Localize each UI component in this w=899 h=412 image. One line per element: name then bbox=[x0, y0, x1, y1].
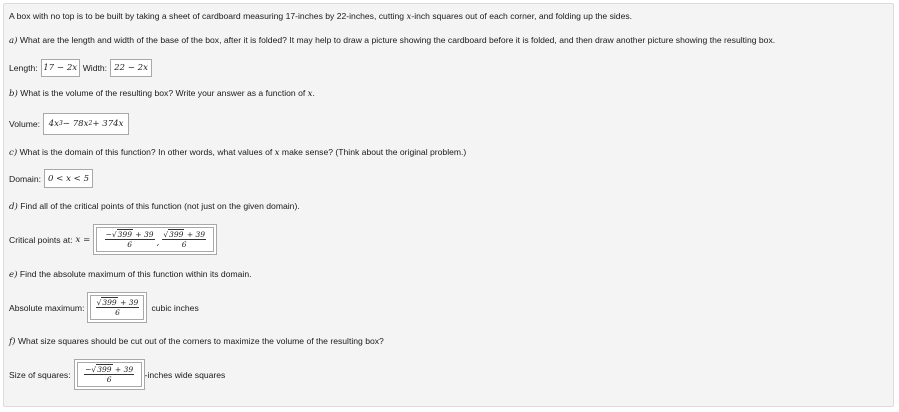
absolute-maximum-unit: cubic inches bbox=[151, 302, 199, 313]
part-e-question-text: Find the absolute maximum of this function within its domain. bbox=[19, 269, 252, 279]
part-d-question-text: Find all of the critical points of this function (not just on the given domain). bbox=[20, 201, 300, 211]
cp1-num-suffix: + 39 bbox=[132, 230, 154, 239]
length-label: Length: bbox=[9, 63, 38, 73]
critical-point-2-fraction: $\frac{√399 + 39}{6}$ bbox=[163, 230, 206, 249]
part-c-answers bbox=[9, 169, 93, 188]
part-e-question bbox=[9, 268, 252, 281]
part-b-letter: b) bbox=[9, 89, 18, 99]
part-b-question-end: . bbox=[312, 88, 315, 98]
part-b-question bbox=[9, 87, 315, 100]
part-c-variable: x bbox=[274, 148, 280, 158]
volume-term-2: − 78x bbox=[62, 119, 89, 129]
critical-points-separator: , bbox=[156, 237, 160, 248]
size-of-squares-fraction: $\frac{-√399 + 39}{6}$ bbox=[85, 365, 134, 384]
part-f-answers bbox=[9, 359, 225, 390]
intro-variable: x bbox=[406, 12, 412, 22]
part-c-question-text: What is the domain of this function? In other words, what values of bbox=[19, 147, 273, 157]
absolute-maximum-fraction: $\frac{√399 + 39}{6}$ bbox=[96, 298, 139, 317]
part-d-question bbox=[9, 200, 300, 213]
absmax-num-suffix: + 39 bbox=[117, 298, 139, 307]
volume-term-3: + 374x bbox=[92, 119, 124, 129]
part-a-answers bbox=[9, 59, 152, 77]
part-c-question-end: make sense? (Think about the original problem.) bbox=[281, 147, 467, 157]
part-e-letter: e) bbox=[9, 270, 18, 280]
length-answer-field[interactable]: 17 − 2x bbox=[41, 59, 80, 77]
intro-text-end: -inch squares out of each corner, and folding up the sides. bbox=[411, 11, 633, 21]
part-c-letter: c) bbox=[9, 148, 18, 158]
part-b-answers bbox=[9, 113, 129, 135]
problem-intro bbox=[9, 10, 632, 23]
part-a-question-text: What are the length and width of the base of the box, after it is folded? It may help to draw a picture showing the cardboard before it is folded, and then draw another picture showing the resulting box. bbox=[19, 35, 776, 45]
cp1-sign: − bbox=[105, 230, 112, 239]
absmax-radicand: 399 bbox=[102, 298, 117, 307]
critical-points-answer-field[interactable] bbox=[93, 224, 217, 255]
sos-sign: − bbox=[85, 365, 92, 374]
cp1-denominator: 6 bbox=[127, 240, 132, 249]
volume-answer-field[interactable]: 4x 3 − 78x 2 + 374x bbox=[43, 113, 129, 135]
cp2-num-suffix: + 39 bbox=[184, 230, 206, 239]
part-a-letter: a) bbox=[9, 36, 18, 46]
part-c-question bbox=[9, 146, 466, 159]
part-b-variable: x bbox=[307, 89, 313, 99]
domain-answer-field[interactable]: 0 < x < 5 bbox=[44, 169, 93, 188]
width-label: Width: bbox=[82, 63, 108, 73]
absolute-maximum-label: Absolute maximum: bbox=[9, 302, 85, 313]
critical-points-var: x = bbox=[75, 234, 91, 245]
part-b-question-text: What is the volume of the resulting box? Write your answer as a function of bbox=[20, 88, 306, 98]
part-f-question bbox=[9, 335, 384, 348]
absolute-maximum-answer-field[interactable] bbox=[87, 292, 147, 323]
size-of-squares-unit: -inches wide squares bbox=[144, 369, 226, 380]
sos-num-suffix: + 39 bbox=[112, 365, 134, 374]
sos-radicand: 399 bbox=[97, 365, 112, 374]
absmax-denominator: 6 bbox=[115, 308, 120, 317]
critical-point-1-fraction: $\frac{-√399 + 39}{6}$ bbox=[105, 230, 154, 249]
part-d-letter: d) bbox=[9, 202, 18, 212]
cp2-denominator: 6 bbox=[181, 240, 187, 249]
part-a-question bbox=[9, 34, 775, 47]
domain-label: Domain: bbox=[9, 173, 41, 184]
width-answer-field[interactable]: 22 − 2x bbox=[110, 59, 152, 77]
size-of-squares-label: Size of squares: bbox=[9, 369, 71, 380]
part-f-question-text: What size squares should be cut out of the corners to maximize the volume of the resulting box? bbox=[17, 336, 384, 346]
critical-points-label: Critical points at: bbox=[9, 234, 73, 245]
sos-denominator: 6 bbox=[106, 375, 112, 384]
part-f-letter: f) bbox=[9, 337, 16, 347]
intro-text: A box with no top is to be built by taking a sheet of cardboard measuring 17-inches by 22-inches, cutting bbox=[9, 11, 405, 21]
part-d-answers bbox=[9, 224, 217, 255]
cp2-radicand: 399 bbox=[169, 230, 184, 239]
volume-term-1: 4x bbox=[48, 119, 59, 129]
volume-label: Volume: bbox=[9, 119, 41, 129]
cp1-radicand: 399 bbox=[117, 230, 132, 239]
part-e-answers bbox=[9, 292, 199, 323]
size-of-squares-answer-field[interactable] bbox=[74, 359, 145, 390]
